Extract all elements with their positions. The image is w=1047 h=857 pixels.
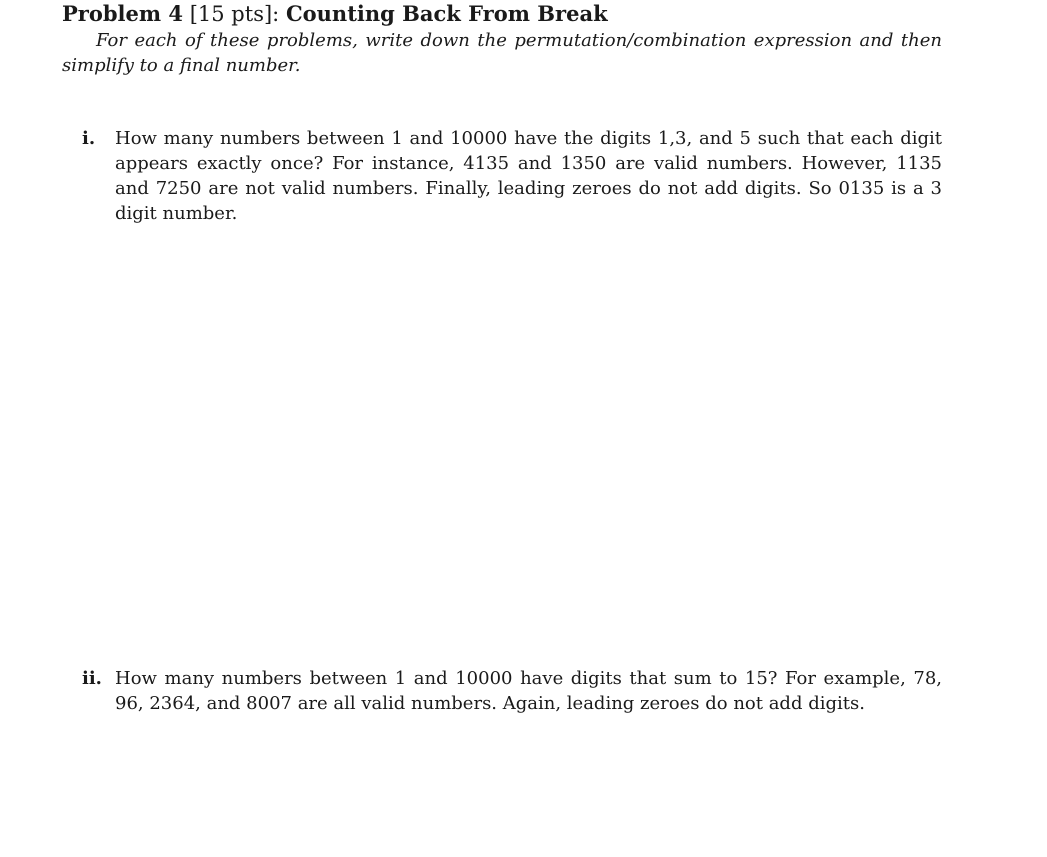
sub-problem-number: ii. [82,668,102,689]
sub-problem-text: How many numbers between 1 and 10000 have digits that sum to 15? For example, 78, 96, 2364, and 8007 are all valid numbers. Again, leading zeroes do not add digits. [115,668,942,714]
problem-heading [62,2,608,26]
problem-title: Counting Back From Break [285,1,608,26]
document-page [62,0,942,857]
sub-problem-ii [82,666,942,716]
sub-problem-text: How many numbers between 1 and 10000 have the digits 1,3, and 5 such that each digit appears exactly once? For instance, 4135 and 1350 are valid numbers. However, 1135 and 7250 are not valid numbers. Finally, leading zeroes do not add digits. So 0135 is a 3 digit number. [115,128,942,224]
sub-problem-i [82,126,942,226]
problem-points: [15 pts]: [189,2,280,26]
problem-label: Problem 4 [62,1,184,26]
sub-problem-number: i. [82,128,96,149]
problem-instructions: For each of these problems, write down the permutation/combination expression and then simplify to a final number. [62,30,942,76]
